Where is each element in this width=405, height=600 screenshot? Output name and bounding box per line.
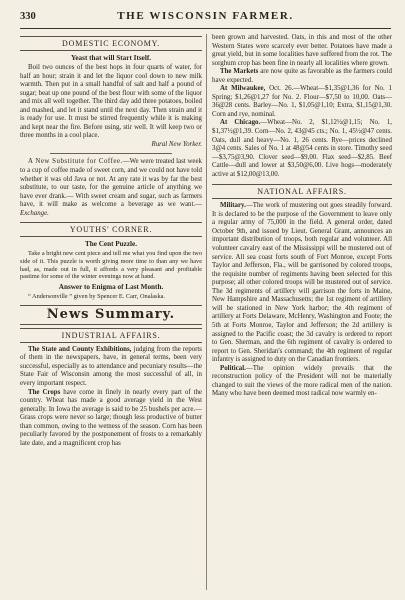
page-header — [20, 6, 391, 29]
article-body-political: —The opinion widely prevails that the reconstruction policy of the President will not be materially changed to suit the views of the more radical men of the nation. Many who have been deemed most radical now warmly en- — [212, 364, 392, 398]
article-title-yeast: Yeast that will Start Itself. — [70, 54, 152, 62]
section-heading-national-affairs: NATIONAL AFFAIRS. — [212, 184, 392, 199]
article-body-exhibitions: judging from the reports of them in the newspapers, have, in general terms, been very successful, especially as to attendance and pecuniary results—the State Fair of Wisconsin among the most successful of all, in every important respect. — [20, 345, 202, 387]
article-markets — [212, 68, 392, 85]
article-body-yeast: Boil two ounces of the best hops in four quarts of water, for half an hour; strain it and let the liquor cool down to new milk warmth. Then put in a small handful of salt and half a pound of sugar; beat up one pound of the best flour with some of the liquor and mix all well together. The third day add three potatoes, boiled and mashed, and let it stand until the next day. Then strain and it is ready for use. It must be stirred frequently while it is making and kept near the fire. Before using, stir well. It will keep two or three months in a cool place. — [20, 64, 202, 140]
article-political — [212, 365, 392, 399]
article-crops — [20, 389, 202, 449]
section-heading-youths-corner: YOUTHS' CORNER. — [20, 222, 202, 237]
article-title-cent-puzzle: The Cent Puzzle. — [84, 240, 138, 249]
article-body-markets: are now quite as favorable as the farmers could have expected. — [212, 68, 392, 84]
article-body-cent-puzzle: Take a bright new cent piece and tell me what you find upon the two side of it. This puzzle is worth giving more time to than any we have had, as, made out in full, it affords a very pleasant and profitable pastime for some of the winter evenings now at hand. — [20, 250, 202, 281]
article-chicago — [212, 119, 392, 179]
divider — [50, 153, 172, 154]
article-body-military: —The work of mustering out goes steadily forward. It is declared to be the purpose of the Government to leave only a regular army of 75,000 in the field. A general order, dated October 9th, and issued by Lieut. General Grant, announces an important distribution of troops, both regular and volunteer. All volunteer cavalry east of the Mississippi will be mustered out of service. All sea coast forts south of Fort Monroe, except Forts Taylor and Jefferson, Fla., will be garrisoned by colored troops, the requisite number of regiments having been selected for this purpose; all other colored troops will be mustered out of service. The 3d regiments of artillery will garrison the forts in Maine, New Hampshire and Massachusetts; the 1st regiment of artillery will be stationed in New York harbor; the 4th regiment of artillery at Forts Delaware, McHenry, Washington and Foote; the 5th at Forts Monroe, Taylor and Jefferson; the 2d artillery is assigned to the Pacific coast; the 3d cavalry is ordered to report to Gen. Sherman, and the 6th regiment of cavalry is ordered to report to Gen. Sheridan's command; the 4th regiment of regular infantry is assigned to duty on the Canadian frontiers. — [212, 202, 392, 364]
article-lead-crops: The Crops — [28, 388, 61, 396]
article-lead-military: Military. — [220, 202, 246, 210]
article-milwaukee — [212, 85, 392, 119]
article-title-enigma-answer: Answer to Enigma of Last Month. — [58, 283, 164, 292]
article-lead-milwaukee: At Milwaukee, — [220, 85, 266, 93]
section-heading-domestic-economy: DOMESTIC ECONOMY. — [20, 36, 202, 51]
page-number: 330 — [20, 11, 36, 22]
article-lead-exhibitions: The State and County Exhibitions, — [28, 345, 132, 353]
section-heading-news-summary: News Summary. — [20, 305, 202, 325]
section-heading-industrial-affairs: INDUSTRIAL AFFAIRS. — [20, 328, 202, 343]
article-body-coffee: —We were treated last week to a cup of coffee made of sweet corn, and we could not have told whether it was old Java or not. At any rate it was by far the best substitute, to our taste, for the genuine article of anything we have ever drank.— With sweet cream and sugar, such as farmers have, it will make as welcome a beverage as we want.— — [20, 158, 202, 209]
article-military — [212, 202, 392, 364]
article-lead-markets: The Markets — [220, 68, 259, 76]
article-body-crops: have come in finely in nearly every part of the country. Wheat has made a good average yield in the West generally. In Iowa the average is said to be 25 bushels per acre.— Grass crops were never so large; though less productive of butter than common, owing to the wetness of the season. Corn has been peculiarly favored by the postponement of frosts to a remarkably late date, and a magnificent crop has — [20, 388, 202, 447]
masthead-title: THE WISCONSIN FARMER. — [117, 10, 294, 22]
article-source-yeast: Rural New Yorker. — [151, 140, 202, 148]
article-exhibitions — [20, 346, 202, 389]
article-body-crops-continued: been grown and harvested. Oats, in this and most of the other Western States were scarcely ever better. Potatoes have made a great yield, but in some localities have suffered from the rot. The sorghum crop has been fine in nearly all localities where grown. — [212, 34, 392, 67]
article-coffee — [20, 158, 202, 218]
column-divider — [206, 34, 207, 590]
article-lead-chicago: At Chicago. — [220, 119, 261, 127]
right-column — [212, 34, 392, 399]
article-body-chicago: —Wheat—No. 2, $1,12½@1,15; No. 1, $1,37½@1,39. Corn—No. 2, 43@45 cts.; No. 1, 45½@47 cents. Oats, dull and heavy—No. 1, 26 cents. Rye—prices declined 3@4 cents. Sales of No. 1 at 48@54 cents in store. Timothy seed—$3,75@3,90. Clover seed—$9,00. Flax seed—$2,85. Beef Cattle—dull and lower at $3,50@6,00. Live hogs—moderately active at $12,00@13,00. — [212, 119, 392, 178]
article-body-enigma-answer: “ Andersonville ” given by Spencer E. Carr, Onalaska. — [28, 293, 166, 301]
article-source-coffee: Exchange. — [20, 209, 49, 217]
article-lead-political: Political. — [220, 364, 246, 372]
article-body-milwaukee: Oct. 26.—Wheat—$1,35@1,36 for No. 1 Spring; $1,26@1,27 for No. 2. Flour—$7,50 to 10,00. Oats—36@28 cents. Barley—No. 1, $1,05@1,10; Extra, $1,15@1,30. Corn and rye, nominal. — [212, 85, 392, 118]
left-column — [20, 34, 202, 448]
article-lead-coffee: A New Substitute for Coffee. — [28, 158, 123, 166]
